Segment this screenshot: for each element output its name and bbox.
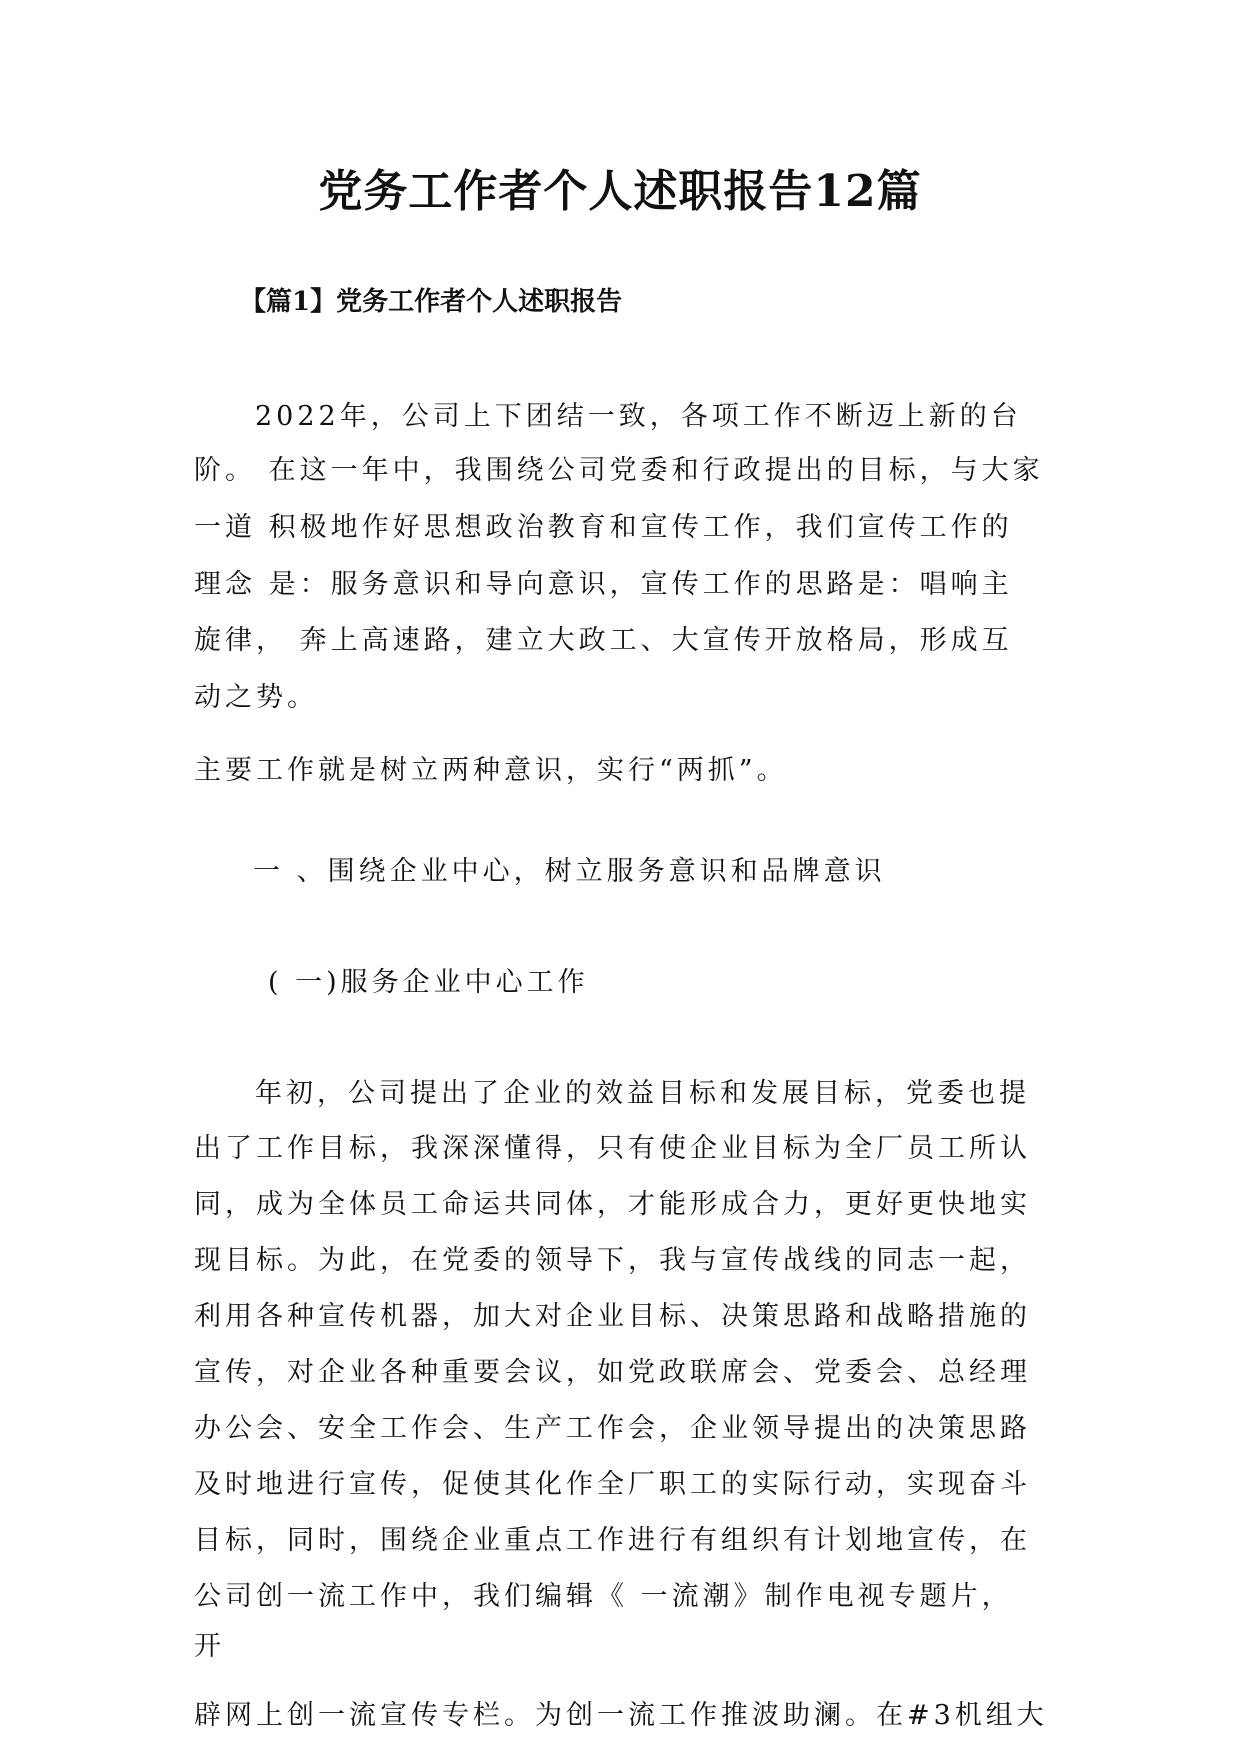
body-text-line: 动之势。 — [194, 682, 318, 713]
body-text-line: 2022年，公司上下团结一致，各项工作不断迈上新的台 — [255, 401, 1022, 432]
body-text-line: 阶。 在这一年中，我围绕公司党委和行政提出的目标，与大家 — [194, 455, 1044, 486]
body-text-line: 利用各种宣传机器，加大对企业目标、决策思路和战略措施的 — [194, 1301, 1031, 1332]
body-text-line: 辟网上创一流宣传专栏。为创一流工作推波助澜。在#3机组大 — [194, 1700, 1048, 1731]
body-text-line: 目标，同时，围绕企业重点工作进行有组织有计划地宣传，在 — [194, 1525, 1031, 1556]
body-text-line: 旋律， 奔上高速路，建立大政工、大宣传开放格局，形成互 — [194, 625, 1013, 656]
body-text-line: 主要工作就是树立两种意识，实行“两抓”。 — [194, 755, 788, 786]
body-text-line: 办公会、安全工作会、生产工作会，企业领导提出的决策思路 — [194, 1413, 1031, 1444]
body-text-line: 及时地进行宣传，促使其化作全厂职工的实际行动，实现奋斗 — [194, 1469, 1031, 1500]
body-text-line: 公司创一流工作中，我们编辑《 一流潮》制作电视专题片， — [194, 1581, 1013, 1612]
body-text-line: 一道 积极地作好思想政治教育和宣传工作，我们宣传工作的 — [194, 512, 1013, 543]
subheading-line: ( 一)服务企业中心工作 — [268, 967, 589, 998]
subheading-line: 一 、围绕企业中心，树立服务意识和品牌意识 — [253, 856, 886, 887]
body-text-line: 年初，公司提出了企业的效益目标和发展目标，党委也提 — [255, 1078, 1030, 1109]
section-heading: 【篇1】党务工作者个人述职报告 — [240, 287, 623, 317]
body-text-line: 出了工作目标，我深深懂得，只有使企业目标为全厂员工所认 — [194, 1133, 1031, 1164]
body-text-line: 宣传，对企业各种重要会议，如党政联席会、党委会、总经理 — [194, 1357, 1031, 1388]
document-title: 党务工作者个人述职报告12篇 — [318, 166, 922, 217]
body-text-line: 理念 是：服务意识和导向意识，宣传工作的思路是：唱响主 — [194, 569, 1013, 600]
body-text-line: 开 — [194, 1631, 225, 1662]
body-text-line: 同，成为全体员工命运共同体，才能形成合力，更好更快地实 — [194, 1189, 1031, 1220]
body-text-line: 现目标。为此，在党委的领导下，我与宣传战线的同志一起， — [194, 1245, 1031, 1276]
